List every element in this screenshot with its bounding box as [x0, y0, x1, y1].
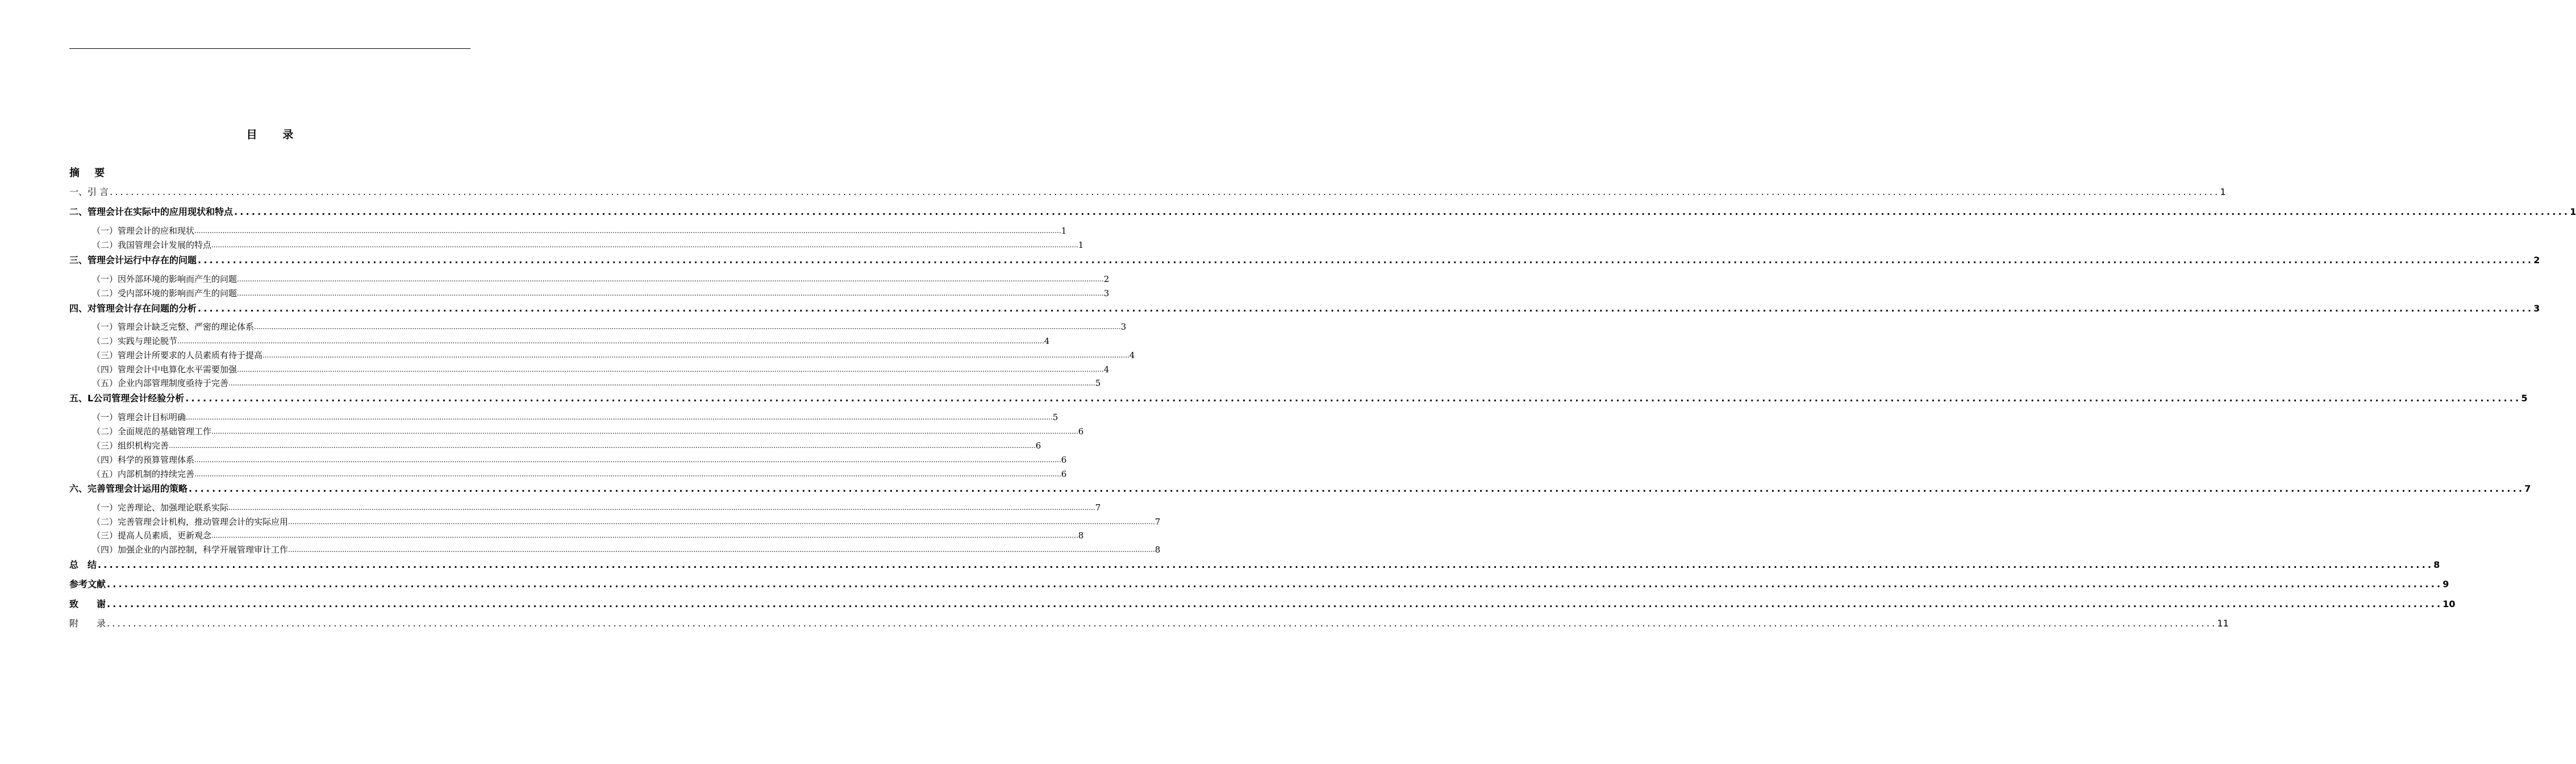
- toc-dot-leader: ................................................................................................................................................................................................................................................................................................................................................................................................................: [189, 483, 2525, 494]
- toc-dot-leader: ................................................................................................................................................................................................................................................................................................................................................................................................................: [198, 255, 2534, 265]
- toc-entry-label: （五）内部机制的持续完善: [92, 469, 195, 479]
- toc-entry-label: 一、引 言: [69, 186, 109, 197]
- toc-dot-leader: ................................................................................................................................................................................................................................................................................................................................................................................................................: [237, 366, 1104, 373]
- toc-entry[interactable]: [69, 578, 2449, 591]
- toc-dot-leader: ................................................................................................................................................................................................................................................................................................................................................................................................................: [198, 303, 2534, 314]
- toc-entry-label: （三）管理会计所要求的人员素质有待于提高: [92, 350, 263, 360]
- toc-dot-leader: ................................................................................................................................................................................................................................................................................................................................................................................................................: [177, 337, 1044, 345]
- toc-entry-label: （一）管理会计目标明确: [92, 412, 186, 422]
- toc-dot-leader: ................................................................................................................................................................................................................................................................................................................................................................................................................: [211, 532, 1078, 539]
- toc-entry-page: 7: [1154, 517, 1161, 527]
- header-rule: [69, 48, 470, 49]
- toc-dot-leader: ................................................................................................................................................................................................................................................................................................................................................................................................................: [262, 351, 1129, 359]
- toc-entry-label: （二）受内部环境的影响而产生的问题: [92, 288, 237, 298]
- toc-entry-page: 4: [1044, 336, 1050, 346]
- toc-entry[interactable]: [92, 364, 1110, 375]
- toc-entry[interactable]: [92, 468, 1067, 480]
- toc-entry-page: 8: [1154, 545, 1161, 555]
- toc-dot-leader: ................................................................................................................................................................................................................................................................................................................................................................................................................: [107, 579, 2443, 589]
- toc-entry-page: 6: [1035, 441, 1041, 451]
- toc-entry[interactable]: [92, 288, 1110, 299]
- toc-entry[interactable]: [69, 598, 2456, 611]
- toc-entry-page: 4: [1129, 350, 1135, 360]
- toc-entry-label: 参考文献: [69, 579, 106, 589]
- toc-entry-label: 六、完善管理会计运用的策略: [69, 483, 188, 494]
- toc-dot-leader: ................................................................................................................................................................................................................................................................................................................................................................................................................: [110, 186, 2220, 197]
- toc-title-char-1: 目: [246, 128, 257, 141]
- toc-entry-label: （一）管理会计缺乏完整、严密的理论体系: [92, 322, 255, 332]
- toc-dot-leader: ................................................................................................................................................................................................................................................................................................................................................................................................................: [107, 618, 2217, 629]
- toc-entry[interactable]: [69, 392, 2528, 405]
- abstract-char-2: 要: [94, 167, 105, 179]
- toc-entry-page: 5: [2521, 393, 2528, 404]
- toc-entry-label: （三）组织机构完善: [92, 441, 169, 451]
- toc-entry-page: 3: [1120, 322, 1127, 332]
- toc-entry-label: 二、管理会计在实际中的应用现状和特点: [69, 206, 234, 217]
- toc-dot-leader: ................................................................................................................................................................................................................................................................................................................................................................................................................: [288, 546, 1155, 554]
- toc-dot-leader: ................................................................................................................................................................................................................................................................................................................................................................................................................: [237, 275, 1104, 283]
- toc-entry-page: 7: [1095, 503, 1101, 513]
- toc-entry-label: （一）管理会计的应和现状: [92, 226, 195, 236]
- toc-entry-page: 2: [1103, 274, 1110, 284]
- toc-entry-label: 五、L公司管理会计经验分析: [69, 393, 185, 404]
- toc-dot-leader: ................................................................................................................................................................................................................................................................................................................................................................................................................: [211, 427, 1078, 435]
- toc-entry[interactable]: [69, 206, 2576, 218]
- toc-entry[interactable]: [69, 186, 2226, 198]
- toc-entry-page: 4: [1103, 364, 1110, 375]
- toc-entry[interactable]: [92, 225, 1067, 236]
- toc-entry[interactable]: [92, 239, 1084, 251]
- toc-dot-leader: ................................................................................................................................................................................................................................................................................................................................................................................................................: [169, 442, 1036, 450]
- toc-entry-page: 1: [2220, 186, 2226, 197]
- toc-entry-page: 6: [1061, 455, 1067, 465]
- toc-entry-page: 6: [1078, 426, 1084, 437]
- toc-entry-label: （四）加强企业的内部控制，科学开展管理审计工作: [92, 545, 289, 555]
- toc-entry[interactable]: [92, 321, 1127, 333]
- toc-entry[interactable]: [92, 273, 1110, 285]
- toc-dot-leader: ................................................................................................................................................................................................................................................................................................................................................................................................................: [211, 241, 1078, 249]
- toc-entry[interactable]: [92, 335, 1050, 347]
- toc-entry-page: 5: [1095, 378, 1101, 388]
- toc-dot-leader: ................................................................................................................................................................................................................................................................................................................................................................................................................: [107, 599, 2443, 609]
- toc-entry[interactable]: [69, 483, 2531, 495]
- toc-entry[interactable]: [92, 454, 1067, 466]
- toc-entry-page: 3: [1103, 288, 1110, 298]
- toc-entry-label: 三、管理会计运行中存在的问题: [69, 255, 197, 265]
- toc-entry-label: （二）完善管理会计机构，推动管理会计的实际应用: [92, 517, 289, 527]
- toc-entry[interactable]: [92, 544, 1161, 555]
- toc-title-char-2: 录: [282, 128, 294, 141]
- toc-entry-page: 3: [2533, 303, 2540, 314]
- toc-dot-leader: ................................................................................................................................................................................................................................................................................................................................................................................................................: [288, 518, 1155, 526]
- toc-entry-page: 11: [2217, 618, 2229, 629]
- toc-entry-page: 5: [1052, 412, 1058, 422]
- toc-entry-page: 1: [1061, 226, 1067, 236]
- toc-dot-leader: ................................................................................................................................................................................................................................................................................................................................................................................................................: [194, 227, 1061, 235]
- toc-entry-page: 9: [2442, 579, 2449, 589]
- toc-entry[interactable]: [92, 377, 1101, 389]
- toc-entry-label: （三）提高人员素质，更新观念: [92, 530, 212, 541]
- toc-entry-page: 10: [2442, 599, 2456, 609]
- toc-entry-page: 8: [1078, 530, 1084, 541]
- toc-entry-label: 总 结: [69, 559, 97, 570]
- toc-entry-label: （五）企业内部管理制度亟待于完善: [92, 378, 229, 388]
- toc-entry-label: （一）因外部环境的影响而产生的问题: [92, 274, 237, 284]
- toc-entry[interactable]: [92, 502, 1101, 513]
- toc-entry-label: 致 谢: [69, 599, 106, 609]
- toc-entry-page: 7: [2524, 483, 2531, 494]
- toc-entry[interactable]: [69, 559, 2440, 571]
- toc-entry[interactable]: [69, 254, 2540, 267]
- toc-dot-leader: ................................................................................................................................................................................................................................................................................................................................................................................................................: [254, 323, 1121, 331]
- toc-dot-leader: ................................................................................................................................................................................................................................................................................................................................................................................................................: [228, 504, 1095, 512]
- toc-entry-page: 1: [2570, 206, 2576, 217]
- toc-dot-leader: ................................................................................................................................................................................................................................................................................................................................................................................................................: [237, 289, 1104, 297]
- toc-entry-label: 附 录: [69, 618, 106, 629]
- toc-dot-leader: ................................................................................................................................................................................................................................................................................................................................................................................................................: [194, 470, 1061, 478]
- toc-entry-page: 1: [1078, 240, 1084, 250]
- toc-dot-leader: ................................................................................................................................................................................................................................................................................................................................................................................................................: [234, 206, 2570, 217]
- toc-dot-leader: ................................................................................................................................................................................................................................................................................................................................................................................................................: [186, 413, 1053, 421]
- toc-entry-abstract[interactable]: [69, 165, 105, 180]
- toc-entry-page: 6: [1061, 469, 1067, 479]
- toc-dot-leader: ................................................................................................................................................................................................................................................................................................................................................................................................................: [185, 393, 2521, 404]
- toc-title: [0, 126, 540, 142]
- toc-dot-leader: ................................................................................................................................................................................................................................................................................................................................................................................................................: [228, 379, 1095, 387]
- toc-entry[interactable]: [69, 617, 2229, 630]
- toc-dot-leader: ................................................................................................................................................................................................................................................................................................................................................................................................................: [194, 456, 1061, 464]
- abstract-char-1: 摘: [69, 167, 80, 179]
- toc-entry-label: （一）完善理论、加强理论联系实际: [92, 503, 229, 513]
- toc-entry-label: （二）实践与理论脱节: [92, 336, 178, 346]
- toc-entry-label: （二）全面规范的基础管理工作: [92, 426, 212, 437]
- toc-entry[interactable]: [92, 412, 1058, 423]
- toc-entry-page: 8: [2433, 559, 2440, 570]
- toc-entry[interactable]: [92, 516, 1161, 528]
- toc-entry-page: 2: [2533, 255, 2540, 265]
- toc-entry-label: （二）我国管理会计发展的特点: [92, 240, 212, 250]
- toc-entry-label: （四）科学的预算管理体系: [92, 455, 195, 465]
- toc-entry[interactable]: [92, 426, 1084, 437]
- toc-entry[interactable]: [92, 530, 1084, 541]
- toc-entry-label: （四）管理会计中电算化水平需要加强: [92, 364, 237, 375]
- toc-entry[interactable]: [69, 302, 2540, 315]
- toc-entry[interactable]: [92, 440, 1041, 451]
- toc-entry-label: 四、对管理会计存在问题的分析: [69, 303, 197, 314]
- toc-dot-leader: ................................................................................................................................................................................................................................................................................................................................................................................................................: [98, 559, 2434, 570]
- toc-entry[interactable]: [92, 350, 1135, 361]
